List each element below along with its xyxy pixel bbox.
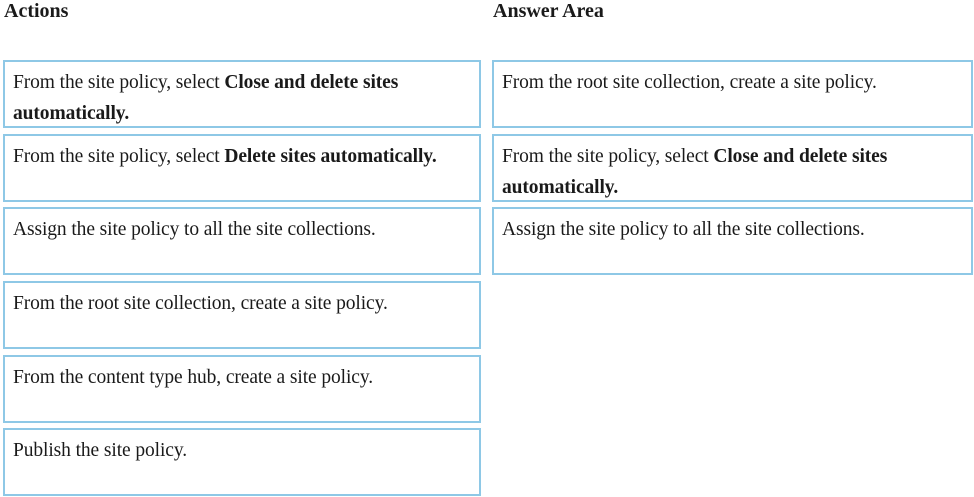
action-text: Assign the site policy to all the site collections.	[13, 219, 376, 240]
action-text: From the content type hub, create a site policy.	[13, 367, 373, 388]
action-card-publish-policy[interactable]	[3, 428, 481, 496]
action-card-root-create-policy[interactable]	[3, 281, 481, 349]
answer-text-bold: Close and delete sites automatically.	[502, 146, 888, 198]
answer-text: Assign the site policy to all the site collections.	[502, 219, 865, 240]
action-card-assign-policy[interactable]	[3, 207, 481, 275]
answer-card-close-and-delete[interactable]	[492, 134, 973, 202]
action-card-content-type-hub[interactable]	[3, 355, 481, 423]
action-card-close-and-delete[interactable]	[3, 60, 481, 128]
action-text-bold: Close and delete sites automatically.	[13, 72, 399, 124]
answer-card-assign-policy[interactable]	[492, 207, 973, 275]
action-text: Publish the site policy.	[13, 440, 187, 461]
action-text: From the site policy, select	[13, 146, 225, 167]
answer-card-root-create-policy[interactable]	[492, 60, 973, 128]
action-text-bold: Delete sites automatically.	[224, 146, 437, 167]
answer-text: From the root site collection, create a site policy.	[502, 72, 877, 93]
action-card-delete-sites[interactable]	[3, 134, 481, 202]
actions-heading: Actions	[4, 0, 69, 22]
action-text: From the root site collection, create a site policy.	[13, 293, 388, 314]
answer-text: From the site policy, select	[502, 146, 714, 167]
answer-area-heading: Answer Area	[493, 0, 604, 22]
action-text: From the site policy, select	[13, 72, 225, 93]
